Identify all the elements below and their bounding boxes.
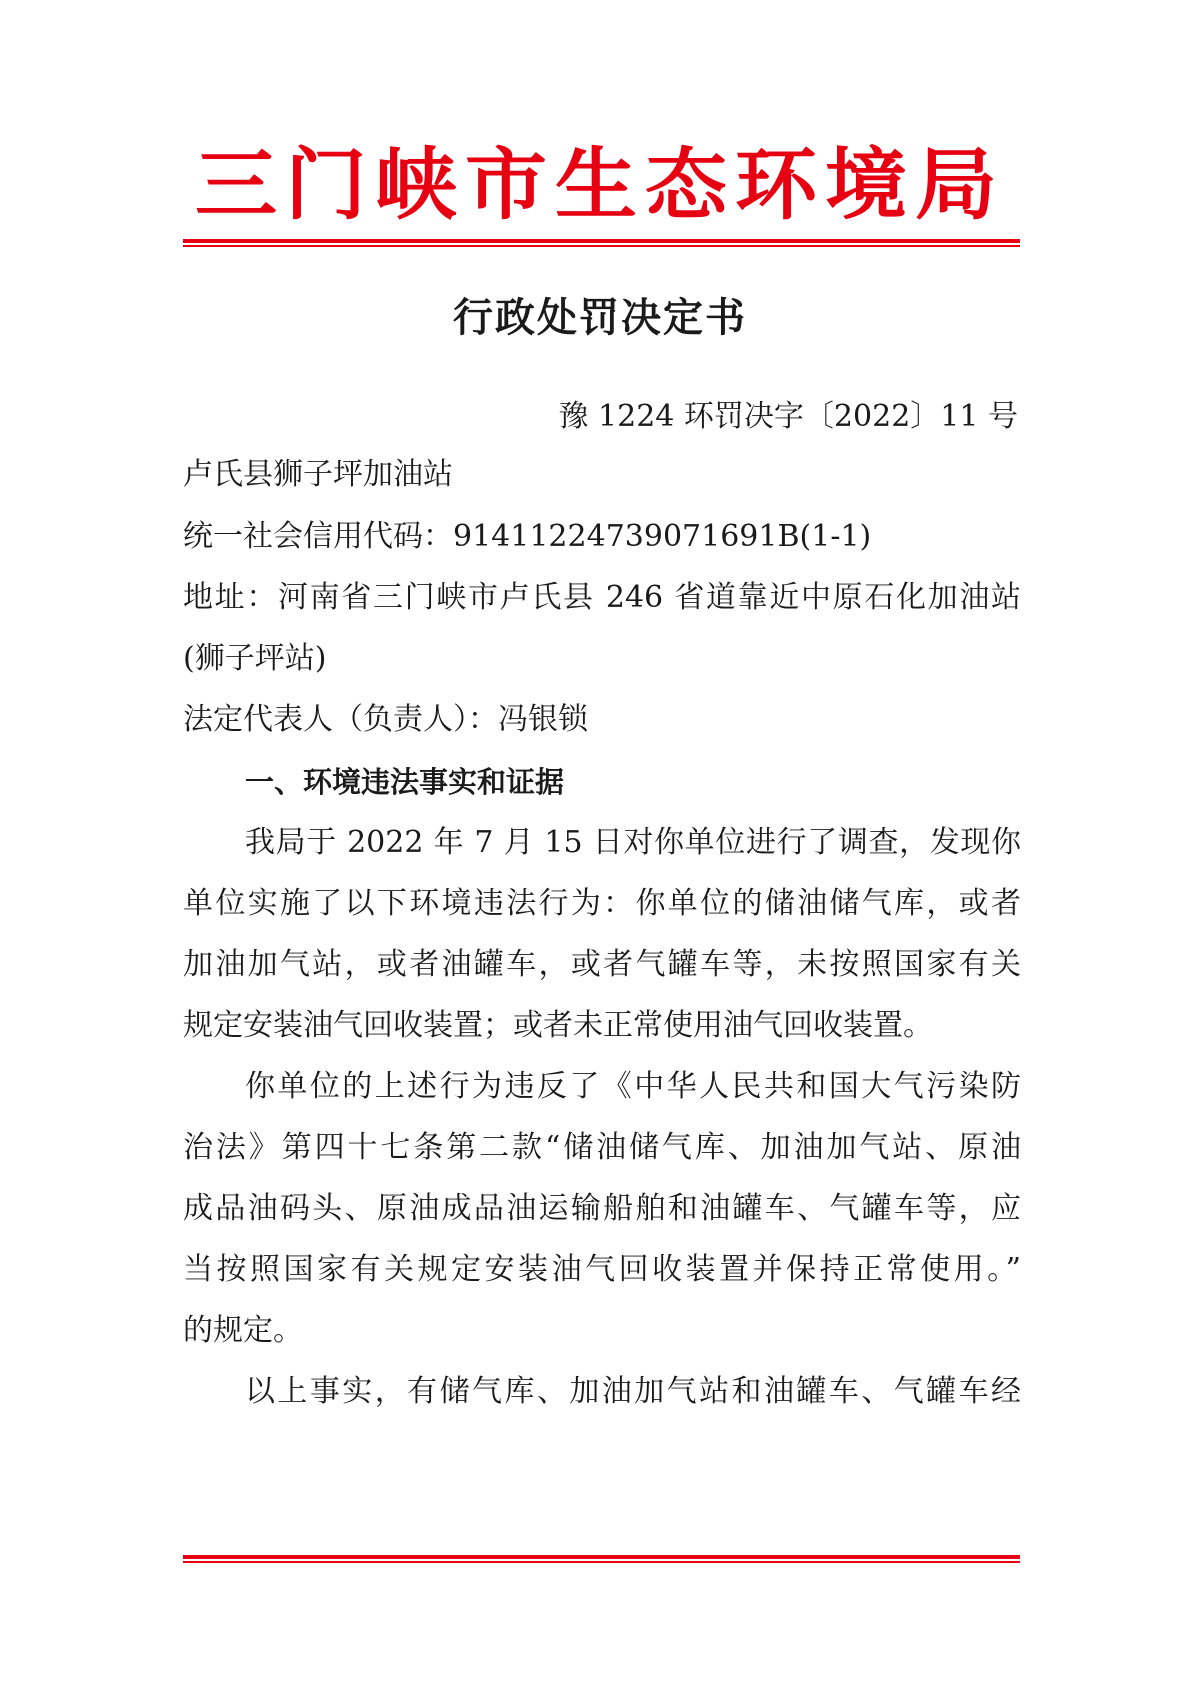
paragraph-line: 规定安装油气回收装置；或者未正常使用油气回收装置。	[183, 1008, 933, 1043]
address-line-1: 地址：河南省三门峡市卢氏县 246 省道靠近中原石化加油站	[183, 580, 1021, 615]
address-line-2: (狮子坪站)	[183, 641, 327, 676]
header-red-rule	[183, 239, 1020, 247]
paragraph-line: 治法》第四十七条第二款“储油储气库、加油加气站、原油	[183, 1130, 1021, 1165]
footer-red-rule	[183, 1555, 1020, 1563]
agency-title: 三门峡市生态环境局	[194, 139, 1005, 231]
paragraph-line: 当按照国家有关规定安装油气回收装置并保持正常使用。”	[183, 1252, 1021, 1287]
paragraph-line: 单位实施了以下环境违法行为：你单位的储油储气库，或者	[183, 886, 1021, 921]
paragraph-line: 成品油码头、原油成品油运输船舶和油罐车、气罐车等，应	[183, 1191, 1021, 1226]
document-type-title: 行政处罚决定书	[453, 294, 747, 341]
paragraph-line: 的规定。	[183, 1313, 303, 1348]
paragraph-line: 加油加气站，或者油罐车，或者气罐车等，未按照国家有关	[183, 947, 1021, 982]
paragraph-line: 你单位的上述行为违反了《中华人民共和国大气污染防	[245, 1069, 1021, 1104]
legal-representative: 法定代表人（负责人）：冯银锁	[183, 702, 588, 737]
paragraph-line: 以上事实，有储气库、加油加气站和油罐车、气罐车经	[245, 1374, 1021, 1409]
party-name: 卢氏县狮子坪加油站	[183, 457, 453, 492]
document-number: 豫 1224 环罚决字〔2022〕11 号	[558, 399, 1018, 434]
section-heading: 一、环境违法事实和证据	[245, 765, 565, 799]
paragraph-line: 我局于 2022 年 7 月 15 日对你单位进行了调查，发现你	[245, 825, 1021, 860]
credit-code: 统一社会信用代码：91411224739071691B(1-1)	[183, 519, 872, 554]
